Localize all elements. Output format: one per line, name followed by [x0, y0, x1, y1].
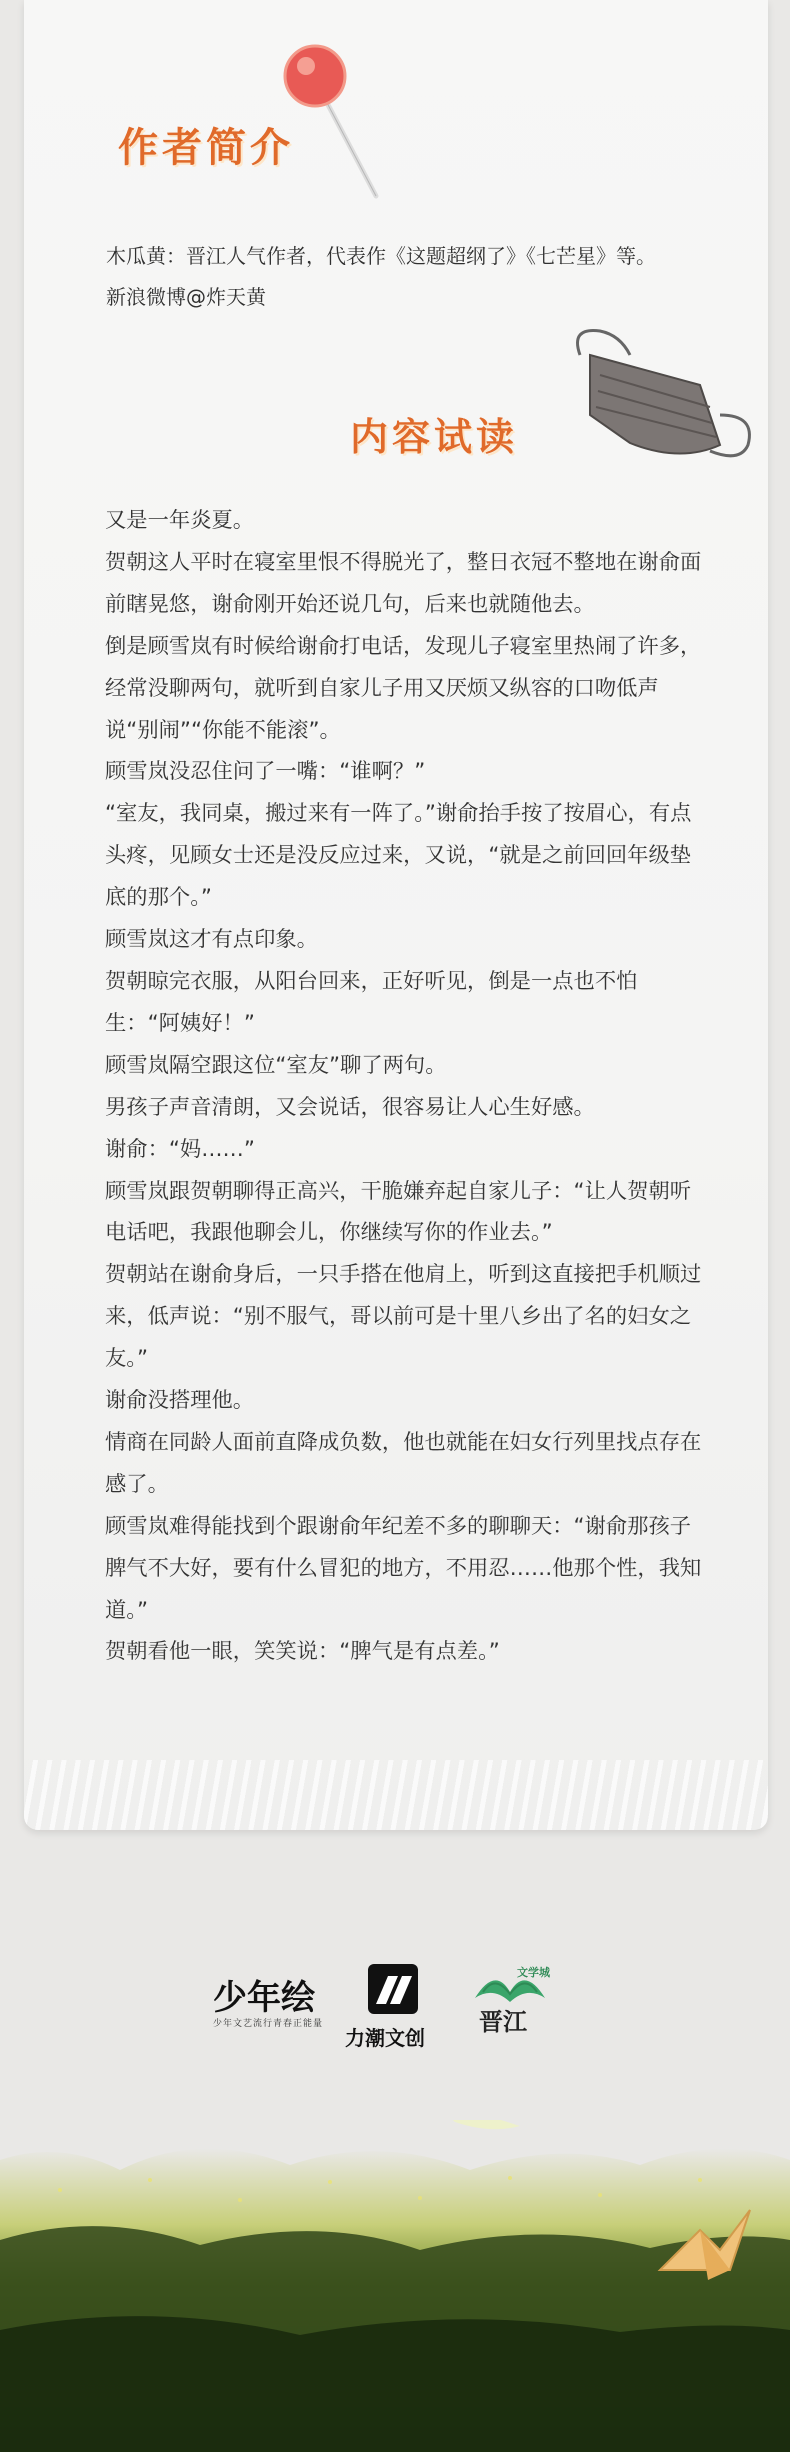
- story-paragraph: “室友，我同桌，搬过来有一阵了。”谢俞抬手按了按眉心，有点头疼，见顾女士还是没反应过来，又说，“就是之前回回年级垫底的那个。”: [105, 801, 692, 911]
- story-paragraph: 谢俞：“妈……”: [105, 1136, 255, 1162]
- author-intro-heading: 作者简介: [118, 125, 294, 171]
- lichao-logo: 力潮文创: [345, 2026, 425, 2050]
- story-paragraph: 贺朝这人平时在寝室里恨不得脱光了，整日衣冠不整地在谢俞面前瞎晃悠，谢俞刚开始还说几句，后来也就随他去。: [105, 549, 702, 617]
- author-intro-text: [106, 236, 746, 318]
- shaonian-logo: 少年绘: [213, 1978, 315, 2018]
- story-paragraph: 情商在同龄人面前直降成负数，他也就能在妇女行列里找点存在感了。: [105, 1429, 702, 1497]
- jinjiang-sub: 文学城: [517, 1966, 550, 1979]
- story-paragraph: 贺朝晾完衣服，从阳台回来，正好听见，倒是一点也不怕生：“阿姨好！”: [105, 968, 638, 1036]
- story-paragraph: 男孩子声音清朗，又会说话，很容易让人心生好感。: [105, 1094, 595, 1120]
- grass-scene-illustration: [0, 2120, 790, 2452]
- author-line: 木瓜黄：晋江人气作者，代表作《这题超纲了》《七芒星》等。: [106, 244, 656, 268]
- story-paragraph: 贺朝站在谢俞身后，一只手搭在他肩上，听到这直接把手机顺过来，低声说：“别不服气，哥以前可是十里八乡出了名的妇女之友。”: [105, 1262, 702, 1372]
- face-mask-icon: [560, 325, 760, 470]
- preview-heading: 内容试读: [350, 415, 519, 459]
- story-paragraph: 顾雪岚隔空跟这位“室友”聊了两句。: [105, 1052, 447, 1078]
- story-paragraph: 顾雪岚跟贺朝聊得正高兴，干脆嫌弃起自家儿子：“让人贺朝听电话吧，我跟他聊会儿，你继续写你的作业去。”: [105, 1178, 692, 1246]
- shaonian-slogan: 少年文艺流行青春正能量: [213, 2019, 324, 2029]
- story-paragraph: 倒是顾雪岚有时候给谢俞打电话，发现儿子寝室里热闹了许多，经常没聊两句，就听到自家儿子用又厌烦又纵容的口吻低声说“别闹”“你能不能滚”。: [105, 633, 702, 743]
- lichao-mark-icon: [368, 1964, 418, 2014]
- story-paragraph: 顾雪岚没忍住问了一嘴：“谁啊？”: [105, 759, 426, 785]
- story-text: [105, 500, 705, 1673]
- story-paragraph: 顾雪岚难得能找到个跟谢俞年纪差不多的聊聊天：“谢俞那孩子脾气不大好，要有什么冒犯的地方，不用忍……他那个性，我知道。”: [105, 1513, 702, 1623]
- story-paragraph: 顾雪岚这才有点印象。: [105, 927, 318, 953]
- weibo-line: 新浪微博@炸天黄: [106, 285, 266, 309]
- jinjiang-logo: [465, 1964, 555, 2040]
- jinjiang-name: 晋江: [479, 2007, 527, 2036]
- story-paragraph: 谢俞没搭理他。: [105, 1388, 255, 1414]
- lollipop-icon: [280, 40, 390, 210]
- publisher-logos: [0, 1956, 790, 2050]
- story-paragraph: 又是一年炎夏。: [105, 508, 255, 533]
- lichao-logo-mark: [368, 1964, 418, 2014]
- story-paragraph: 贺朝看他一眼，笑笑说：“脾气是有点差。”: [105, 1639, 500, 1665]
